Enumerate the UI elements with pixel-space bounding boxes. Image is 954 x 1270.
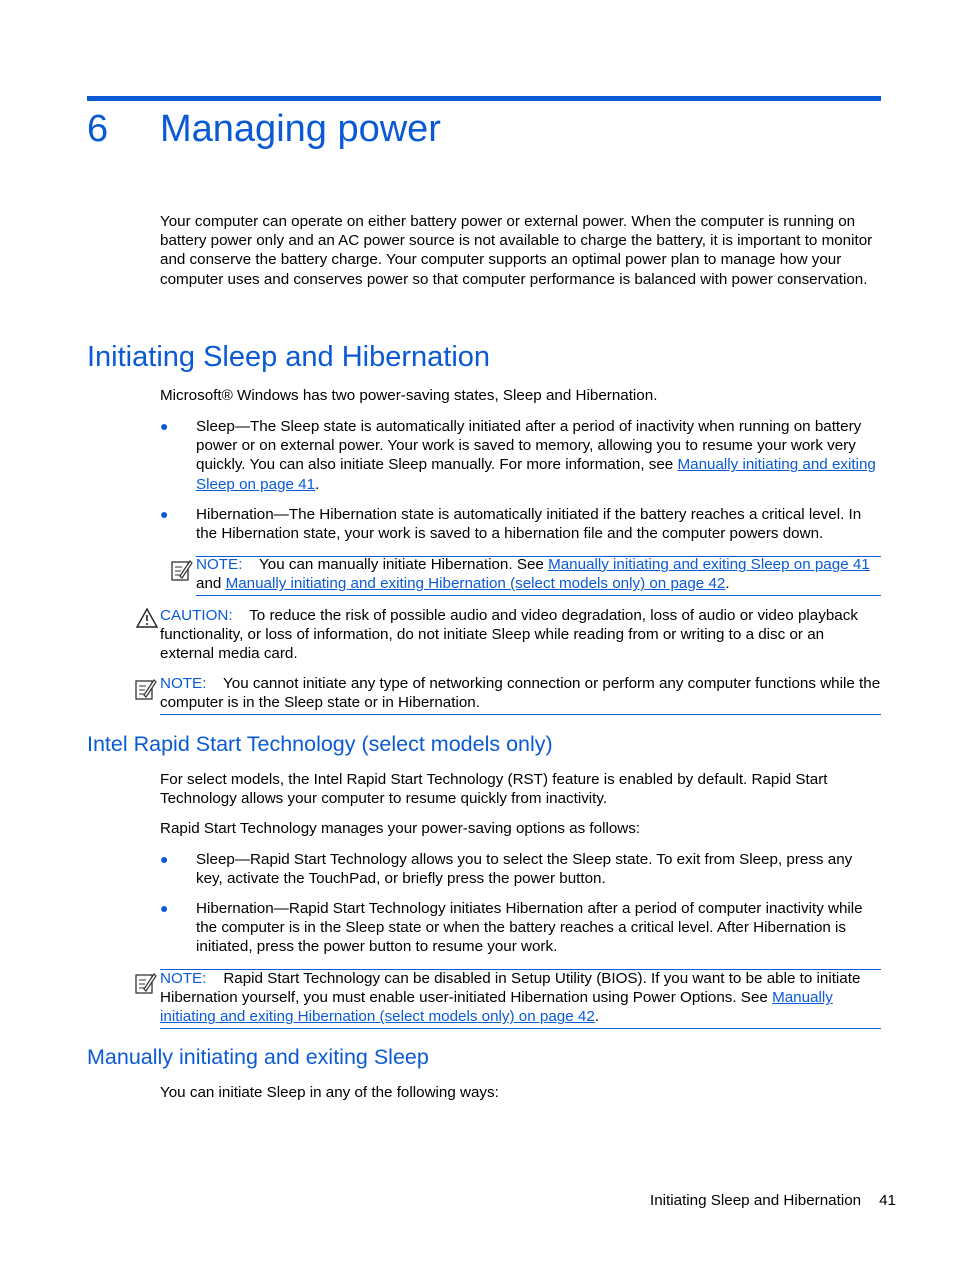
note-label: NOTE: [196, 556, 243, 573]
section-title-rapid-start: Intel Rapid Start Technology (select models only) [87, 732, 553, 756]
bullet-text: Sleep—The Sleep state is automatically initiated after a period of inactivity when running on battery power or on external power. Your work is saved to memory, allowing you to resume your work very quickly. You can also initiate Sleep manually. For more information, see [196, 418, 862, 474]
caution-icon [136, 608, 158, 628]
bullet-text: Hibernation—The Hibernation state is automatically initiated if the battery reaches a critical level. In the Hibernation state, your work is saved to a hibernation file and the computer powers down. [196, 506, 862, 543]
note-text: You cannot initiate any type of networking connection or perform any computer functions while the computer is in the Sleep state or in Hibernation. [160, 675, 881, 712]
chapter-title: Managing power [160, 108, 441, 150]
note-punct: . [594, 1008, 600, 1026]
intro-paragraph: Your computer can operate on either battery power or external power. When the computer is running on battery power only and an AC power source is not available to charge the battery, it is important to monitor and conserve the battery charge. Your computer supports an optimal power plan to manage how your computer uses and conserves power so that computer performance is balanced with power conservation. [160, 213, 873, 288]
note-sleep-hibernation [196, 555, 881, 593]
bullet-text: Hibernation—Rapid Start Technology initiates Hibernation after a period of computer inactivity while the computer is in the Sleep state or when the battery reaches a critical level. After Hibernation is initiated, press the power button to resume your work. [196, 900, 863, 956]
list-item [160, 505, 882, 543]
note-icon [134, 677, 158, 701]
link-manually-hibernation[interactable]: Manually initiating and exiting Hibernation (select models only) on page 42 [225, 575, 726, 593]
note-text: You can manually initiate Hibernation. See [259, 556, 549, 573]
bullet-icon: ● [160, 900, 169, 916]
caution-block [160, 606, 882, 664]
note-icon [134, 971, 158, 995]
note-rapid-start [160, 969, 882, 1027]
manual-sleep-paragraph: You can initiate Sleep in any of the following ways: [160, 1084, 499, 1101]
rapid-start-paragraph-2: Rapid Start Technology manages your power-saving options as follows: [160, 820, 641, 837]
note-label: NOTE: [160, 970, 207, 987]
bullet-icon: ● [160, 851, 169, 867]
page-number: 41 [879, 1192, 896, 1209]
note-bottom-rule [160, 714, 881, 715]
note-networking [160, 674, 882, 712]
section-title-manual-sleep: Manually initiating and exiting Sleep [87, 1045, 429, 1069]
caution-text: To reduce the risk of possible audio and video degradation, loss of audio or video playback functionality, or loss of information, do not initiate Sleep while reading from or writing to a disc or an external media card. [160, 607, 858, 663]
list-item [160, 850, 882, 888]
footer-title: Initiating Sleep and Hibernation [650, 1192, 862, 1209]
chapter-heading [87, 106, 441, 152]
note-bottom-rule [196, 595, 881, 596]
note-text-mid: and [196, 575, 226, 593]
section1-lead: Microsoft® Windows has two power-saving states, Sleep and Hibernation. [160, 387, 658, 404]
note-label: NOTE: [160, 675, 207, 692]
note-punct: . [725, 575, 730, 593]
list-item [160, 899, 882, 957]
page-footer [650, 1191, 896, 1210]
bullet-icon: ● [160, 506, 169, 522]
note-bottom-rule [160, 1028, 881, 1029]
caution-label: CAUTION: [160, 607, 233, 624]
section-title-sleep-hibernation: Initiating Sleep and Hibernation [87, 341, 491, 373]
bullet-icon: ● [160, 418, 169, 434]
note-icon [170, 558, 194, 582]
link-manually-sleep[interactable]: Manually initiating and exiting Sleep on page 41 [196, 456, 876, 493]
chapter-number: 6 [87, 108, 109, 150]
bullet-text: Sleep—Rapid Start Technology allows you to select the Sleep state. To exit from Sleep, press any key, activate the TouchPad, or briefly press the power button. [196, 851, 853, 888]
note-text: Rapid Start Technology can be disabled in Setup Utility (BIOS). If you want to be able to initiate Hibernation yourself, you must enable user-initiated Hibernation using Power Options. See [160, 970, 861, 1007]
bullet-punct: . [315, 475, 320, 493]
chapter-rule [87, 96, 881, 101]
list-item [160, 417, 882, 494]
link-manually-hibernation[interactable]: Manually initiating and exiting Hibernation (select models only) on page 42 [160, 989, 833, 1026]
rapid-start-paragraph-1: For select models, the Intel Rapid Start Technology (RST) feature is enabled by default. Rapid Start Technology allows your computer to resume quickly from inactivity. [160, 771, 828, 808]
link-manually-sleep[interactable]: Manually initiating and exiting Sleep on page 41 [548, 556, 870, 573]
